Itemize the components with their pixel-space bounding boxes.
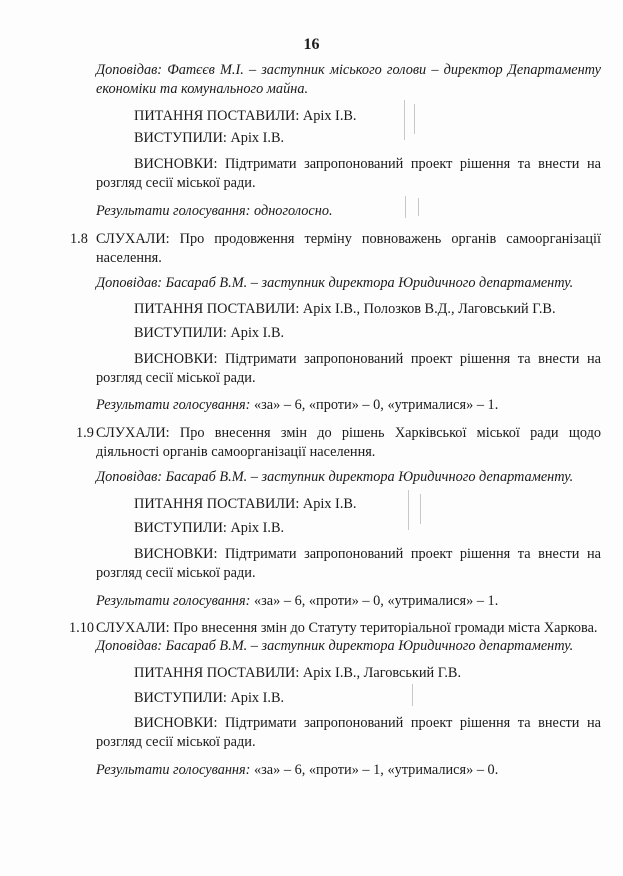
conclusions-line-cont: розгляд сесії міської ради. [96,370,256,386]
vote-results [96,396,498,415]
vote-value: «за» – 6, «проти» – 0, «утрималися» – 1. [254,593,499,609]
vote-label: Результати голосування: [96,203,251,219]
speaker-line: Доповідав: Басараб В.М. – заступник директора Юридичного департаменту. [96,469,574,485]
spoke-line: ВИСТУПИЛИ: Аріх І.В. [134,520,285,536]
vote-value: «за» – 6, «проти» – 1, «утрималися» – 0. [254,762,499,778]
spoke-line: ВИСТУПИЛИ: Аріх І.В. [134,690,285,706]
vote-value: одноголосно. [254,203,333,219]
scan-artifact [418,198,419,216]
heard-line: СЛУХАЛИ: Про внесення змін до Статуту територіальної громади міста Харкова. [96,620,598,636]
scan-artifact [412,684,413,706]
speaker-line: Доповідав: Басараб В.М. – заступник директора Юридичного департаменту. [96,275,574,291]
questions-line: ПИТАННЯ ПОСТАВИЛИ: Аріх І.В., Лаговський Г.В. [134,665,462,681]
vote-label: Результати голосування: [96,762,251,778]
spoke-line: ВИСТУПИЛИ: Аріх І.В. [134,325,285,341]
heard-line-cont: діяльності органів самоорганізації населення. [96,444,376,460]
scan-artifact [404,100,405,140]
vote-results [96,761,498,780]
scan-artifact [414,104,415,134]
conclusions-line-cont: розгляд сесії міської ради. [96,175,256,191]
scan-artifact [408,490,409,530]
vote-label: Результати голосування: [96,593,251,609]
vote-label: Результати голосування: [96,397,251,413]
speaker-line: Доповідав: Фатєєв М.І. – заступник міського голови – директор Департаменту [96,62,601,78]
heard-line: СЛУХАЛИ: Про внесення змін до рішень Харківської міської ради щодо [96,425,601,441]
conclusions-line: ВИСНОВКИ: Підтримати запропонований проект рішення та внести на [134,351,601,367]
vote-results [96,592,498,611]
conclusions-line: ВИСНОВКИ: Підтримати запропонований проект рішення та внести на [134,156,601,172]
conclusions-line: ВИСНОВКИ: Підтримати запропонований проект рішення та внести на [134,546,601,562]
conclusions-line: ВИСНОВКИ: Підтримати запропонований проект рішення та внести на [134,715,601,731]
scan-artifact [420,494,421,524]
speaker-line-cont: економіки та комунального майна. [96,81,309,97]
questions-line: ПИТАННЯ ПОСТАВИЛИ: Аріх І.В. [134,108,357,124]
scan-artifact [405,196,406,218]
questions-line: ПИТАННЯ ПОСТАВИЛИ: Аріх І.В., Полозков В.Д., Лаговський Г.В. [134,301,556,317]
speaker-line: Доповідав: Басараб В.М. – заступник директора Юридичного департаменту. [96,638,574,654]
vote-value: «за» – 6, «проти» – 0, «утрималися» – 1. [254,397,499,413]
conclusions-line-cont: розгляд сесії міської ради. [96,734,256,750]
spoke-line: ВИСТУПИЛИ: Аріх І.В. [134,130,285,146]
item-number: 1.8 [70,231,88,247]
heard-line-cont: населення. [96,250,162,266]
heard-line: СЛУХАЛИ: Про продовження терміну повноважень органів самоорганізації [96,231,601,247]
item-number: 1.9 [76,425,94,441]
item-number: 1.10 [69,620,95,636]
vote-results [96,202,333,221]
page-number: 16 [303,36,320,53]
conclusions-line-cont: розгляд сесії міської ради. [96,565,256,581]
questions-line: ПИТАННЯ ПОСТАВИЛИ: Аріх І.В. [134,496,357,512]
